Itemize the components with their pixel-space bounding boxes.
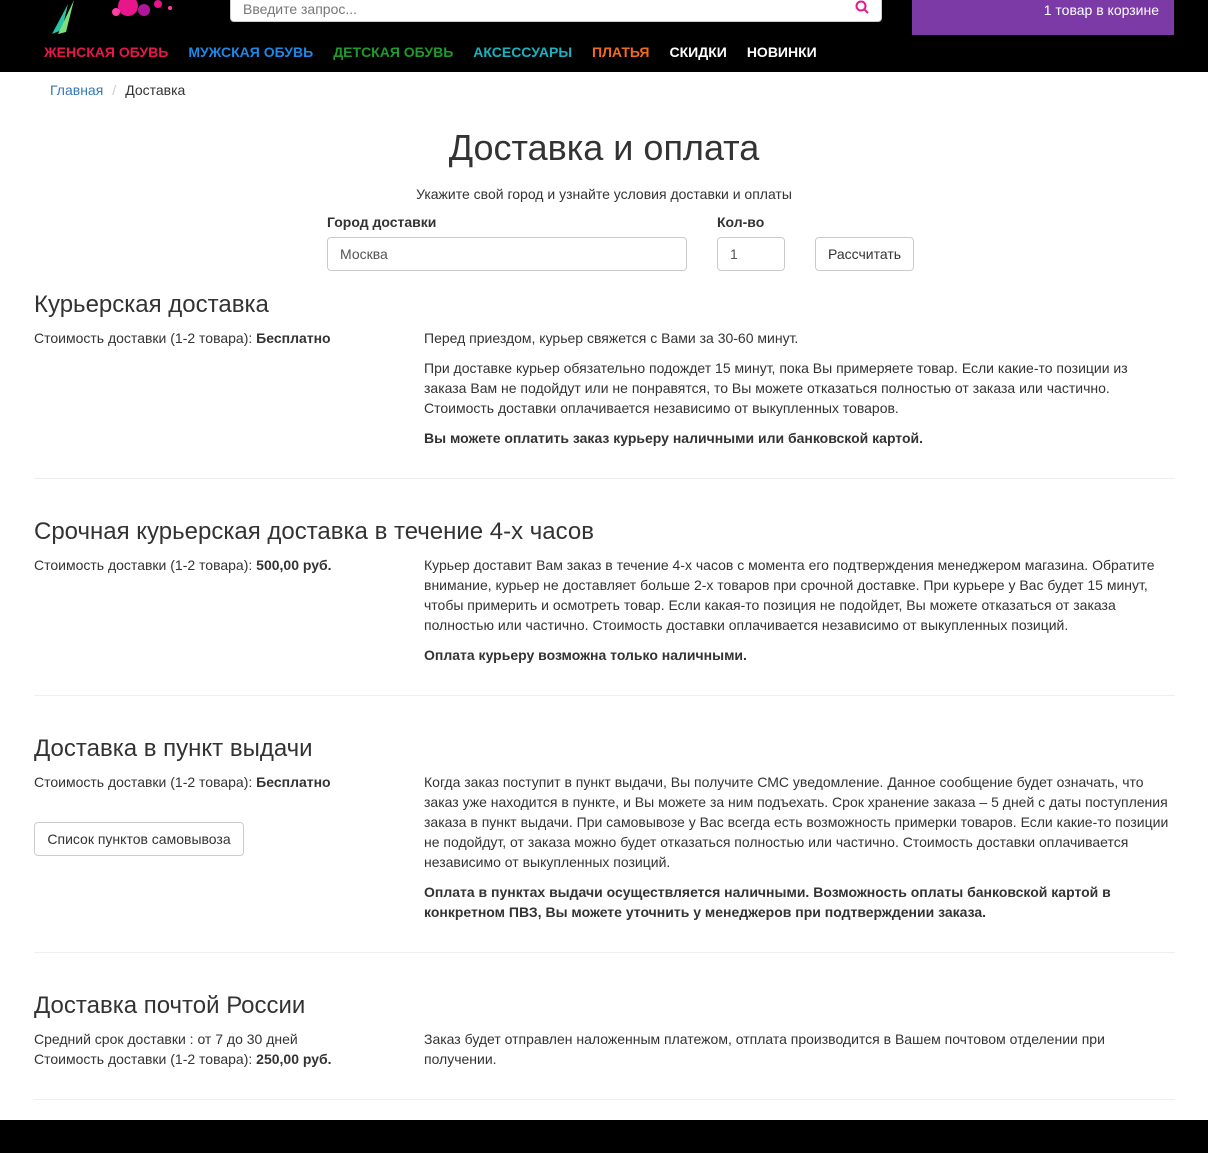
section-express-courier (34, 518, 1175, 678)
qty-input[interactable] (717, 237, 785, 271)
site-header (0, 0, 1208, 72)
section-description (424, 772, 1174, 932)
cost-value: 500,00 руб. (256, 557, 332, 573)
breadcrumb-current: Доставка (125, 82, 186, 98)
cost-label: Стоимость доставки (1-2 товара): (34, 330, 257, 346)
site-footer (0, 1120, 1208, 1153)
paragraph: Заказ будет отправлен наложенным платежом, отплата производится в Вашем почтовом отделении при получении. (424, 1031, 1105, 1067)
divider (34, 1099, 1175, 1100)
delivery-cost (34, 555, 414, 575)
page-subtitle: Укажите свой город и узнайте условия доставки и оплаты (416, 186, 792, 202)
cost-value: 250,00 руб. (256, 1051, 332, 1067)
divider (34, 952, 1175, 953)
cost-value: Бесплатно (256, 330, 331, 346)
search-icon[interactable] (855, 0, 869, 14)
nav-mens-shoes[interactable]: МУЖСКАЯ ОБУВЬ (188, 44, 314, 60)
calculate-button[interactable]: Рассчитать (815, 237, 914, 271)
delivery-cost (34, 772, 414, 792)
section-russian-post (34, 992, 1175, 1092)
divider (34, 695, 1175, 696)
cart-button[interactable] (912, 0, 1174, 35)
delivery-info (34, 1029, 414, 1069)
paragraph: При доставке курьер обязательно подождет 15 минут, пока Вы примеряете товар. Если какие-то позиции из заказа Вам не подойдут или не понравятся, то Вы можете отказаться полностью от заказа или частично. Стоимость доставки оплачивается независимо от выкупленных товаров. (424, 360, 1128, 416)
page-title: Доставка и оплата (448, 127, 760, 168)
payment-note: Оплата в пунктах выдачи осуществляется наличными. Возможность оплаты банковской картой в конкретном ПВЗ, Вы можете уточнить у менеджеров при подтверждении заказа. (424, 884, 1111, 920)
city-input[interactable] (327, 237, 687, 271)
cost-label: Стоимость доставки (1-2 товара): (34, 557, 257, 573)
main-nav (44, 44, 837, 60)
breadcrumb-home[interactable]: Главная (50, 82, 104, 98)
section-title: Курьерская доставка (34, 291, 269, 318)
breadcrumb (50, 82, 185, 98)
section-pickup-point (34, 735, 1175, 935)
nav-dresses[interactable]: ПЛАТЬЯ (592, 44, 650, 60)
qty-label: Кол-во (717, 214, 765, 230)
nav-womens-shoes[interactable]: ЖЕНСКАЯ ОБУВЬ (44, 44, 169, 60)
payment-note: Вы можете оплатить заказ курьеру наличными или банковской картой. (424, 430, 924, 446)
section-courier (34, 291, 1175, 461)
city-label: Город доставки (327, 214, 437, 230)
section-title: Доставка почтой России (34, 992, 306, 1019)
delivery-term: Средний срок доставки : от 7 до 30 дней (34, 1031, 298, 1047)
breadcrumb-separator: / (112, 82, 117, 98)
cost-label: Стоимость доставки (1-2 товара): (34, 1051, 257, 1067)
search-input[interactable] (243, 0, 823, 19)
paragraph: Перед приездом, курьер свяжется с Вами за 30-60 минут. (424, 330, 799, 346)
section-description (424, 328, 1174, 458)
section-title: Доставка в пункт выдачи (34, 735, 313, 762)
payment-note: Оплата курьеру возможна только наличными. (424, 647, 747, 663)
delivery-cost (34, 1049, 414, 1069)
divider (34, 478, 1175, 479)
nav-new[interactable]: НОВИНКИ (746, 44, 817, 60)
section-description (424, 555, 1174, 675)
cost-label: Стоимость доставки (1-2 товара): (34, 774, 257, 790)
site-logo[interactable] (40, 0, 190, 34)
paragraph: Курьер доставит Вам заказ в течение 4-х часов с момента его подтверждения менеджером магазина. Обратите внимание, курьер не доставляет больше 2-х товаров при срочной доставке. При курьере у Вас будет 15 минут, чтобы примерить и осмотреть товар. Если какая-то позиция не подойдет, Вы можете отказаться от заказа полностью или частично. Стоимость доставки оплачивается независимо от выкупленных позиций. (424, 557, 1155, 633)
cart-label: 1 товар в корзине (1043, 2, 1159, 18)
search-box (230, 0, 882, 22)
nav-kids-shoes[interactable]: ДЕТСКАЯ ОБУВЬ (333, 44, 454, 60)
pickup-points-button[interactable]: Список пунктов самовывоза (34, 822, 244, 856)
delivery-cost (34, 328, 414, 348)
section-description (424, 1029, 1174, 1079)
paragraph: Когда заказ поступит в пункт выдачи, Вы получите СМС уведомление. Данное сообщение будет означать, что заказ уже находится в пункте, и Вы можете за ним подъехать. Срок хранение заказа – 5 дней с даты поступления заказа в пункт выдачи. При самовывозе у Вас всегда есть возможность примерки товаров. Если какие-то позиции не подойдут, от заказа можно будет отказаться полностью или частично. Стоимость доставки оплачивается независимо от выкупленных позиций. (424, 774, 1169, 870)
nav-accessories[interactable]: АКСЕССУАРЫ (473, 44, 573, 60)
section-title: Срочная курьерская доставка в течение 4-х часов (34, 518, 595, 545)
nav-sale[interactable]: СКИДКИ (669, 44, 727, 60)
cost-value: Бесплатно (256, 774, 331, 790)
